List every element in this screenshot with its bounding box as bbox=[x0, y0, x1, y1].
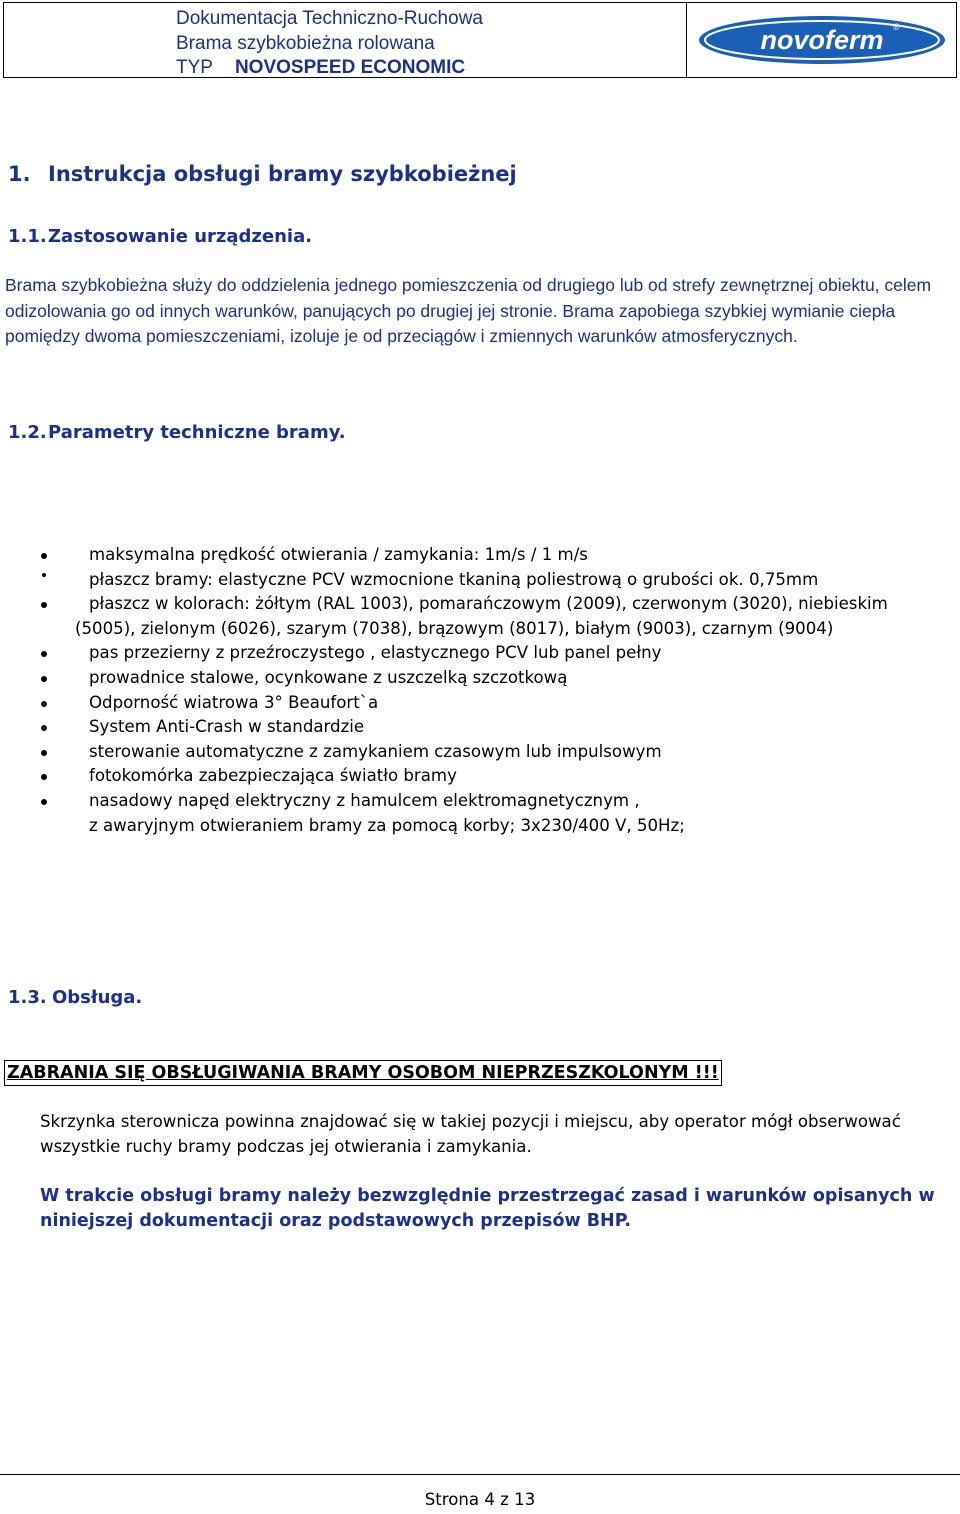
technical-parameters-list bbox=[0, 543, 960, 838]
list-item: fotokomórka zabezpieczająca światło bramy bbox=[0, 764, 960, 789]
section-1-number: 1. bbox=[8, 162, 31, 186]
list-item: nasadowy napęd elektryczny z hamulcem elektromagnetycznym , z awaryjnym otwieraniem bramy za pomocą korby; 3x230/400 V, 50Hz; bbox=[0, 789, 960, 838]
header-product-name: Brama szybkobieżna rolowana bbox=[176, 32, 435, 54]
footer-divider bbox=[0, 1474, 960, 1475]
list-item: Odporność wiatrowa 3° Beaufort`a bbox=[0, 691, 960, 716]
novoferm-logo bbox=[697, 14, 947, 66]
document-header bbox=[3, 2, 957, 78]
section-1-2-title: Parametry techniczne bramy. bbox=[48, 422, 346, 443]
section-1-3-title: Obsługa. bbox=[52, 987, 143, 1008]
list-item: System Anti-Crash w standardzie bbox=[0, 715, 960, 740]
list-item: sterowanie automatyczne z zamykaniem czasowym lub impulsowym bbox=[0, 740, 960, 765]
warning-notice: ZABRANIA SIĘ OBSŁUGIWANIA BRAMY OSOBOM NIEPRZESZKOLONYM !!! bbox=[4, 1060, 722, 1086]
header-type-line bbox=[176, 56, 686, 81]
section-1-3-number: 1.3. bbox=[8, 987, 47, 1008]
logo-registered-mark: ® bbox=[892, 22, 900, 32]
section-1-3-heading bbox=[8, 987, 142, 1008]
bullet-dot bbox=[41, 750, 47, 756]
list-item: prowadnice stalowe, ocynkowane z uszczelką szczotkową bbox=[0, 666, 960, 691]
section-1-title: Instrukcja obsługi bramy szybkobieżnej bbox=[48, 162, 517, 186]
bullet-dot bbox=[41, 725, 47, 731]
section-1-2-heading bbox=[8, 422, 346, 443]
bullet-dot bbox=[41, 651, 47, 657]
header-titles bbox=[4, 3, 687, 77]
bullet-dot bbox=[41, 553, 47, 559]
logo-wordmark: novoferm bbox=[759, 25, 884, 55]
header-logo-cell bbox=[687, 3, 956, 77]
control-box-paragraph: Skrzynka sterownicza powinna znajdować się w takiej pozycji i miejscu, aby operator mógł obserwować wszystkie ruchy bramy podczas jej otwierania i zamykania. bbox=[40, 1112, 901, 1156]
page-number: Strona 4 z 13 bbox=[424, 1490, 536, 1509]
bullet-dot bbox=[42, 573, 46, 577]
bullet-dot bbox=[41, 602, 47, 608]
section-1-1-heading bbox=[8, 226, 312, 247]
section-1-heading bbox=[8, 162, 517, 186]
safety-rules-paragraph: W trakcie obsługi bramy należy bezwzględnie przestrzegać zasad i warunków opisanych w niniejszej dokumentacji oraz podstawowych przepisów BHP. bbox=[40, 1186, 935, 1231]
list-item: pas przezierny z przeźroczystego , elastycznego PCV lub panel pełny bbox=[0, 641, 960, 666]
bullet-dot bbox=[41, 774, 47, 780]
header-doc-type: Dokumentacja Techniczno-Ruchowa bbox=[176, 8, 483, 29]
header-type-value: NOVOSPEED ECONOMIC bbox=[234, 57, 466, 78]
list-item-continuation: z awaryjnym otwieraniem bramy za pomocą korby; 3x230/400 V, 50Hz; bbox=[89, 815, 685, 835]
bullet-dot bbox=[41, 676, 47, 682]
bullet-dot bbox=[41, 701, 47, 707]
section-1-2-number: 1.2. bbox=[8, 422, 47, 443]
section-1-1-title: Zastosowanie urządzenia. bbox=[48, 226, 313, 247]
bullet-dot bbox=[41, 799, 47, 805]
list-item: płaszcz bramy: elastyczne PCV wzmocnione tkaniną poliestrową o grubości ok. 0,75mm bbox=[0, 568, 960, 593]
section-1-1-text: Brama szybkobieżna służy do oddzielenia jednego pomieszczenia od drugiego lub od strefy zewnętrznej obiektu, celem odizolowania go od innych warunków, panujących po drugiej jej stronie. Brama zapobiega szybkiej wymianie ciepła pomiędzy dwoma pomieszczeniami, izoluje je od przeciągów i zmiennych warunków atmosferycznych. bbox=[5, 275, 932, 346]
section-1-1-number: 1.1. bbox=[8, 226, 47, 247]
list-item: płaszcz w kolorach: żółtym (RAL 1003), pomarańczowym (2009), czerwonym (3020), niebieskim (5005), zielonym (6026), szarym (7038), brązowym (8017), białym (9003), czarnym (9004) bbox=[0, 592, 960, 641]
list-item: maksymalna prędkość otwierania / zamykania: 1m/s / 1 m/s bbox=[0, 543, 960, 568]
list-item-continuation: (5005), zielonym (6026), szarym (7038), brązowym (8017), białym (9003), czarnym (9004) bbox=[75, 618, 834, 638]
header-type-label: TYP bbox=[176, 57, 213, 78]
